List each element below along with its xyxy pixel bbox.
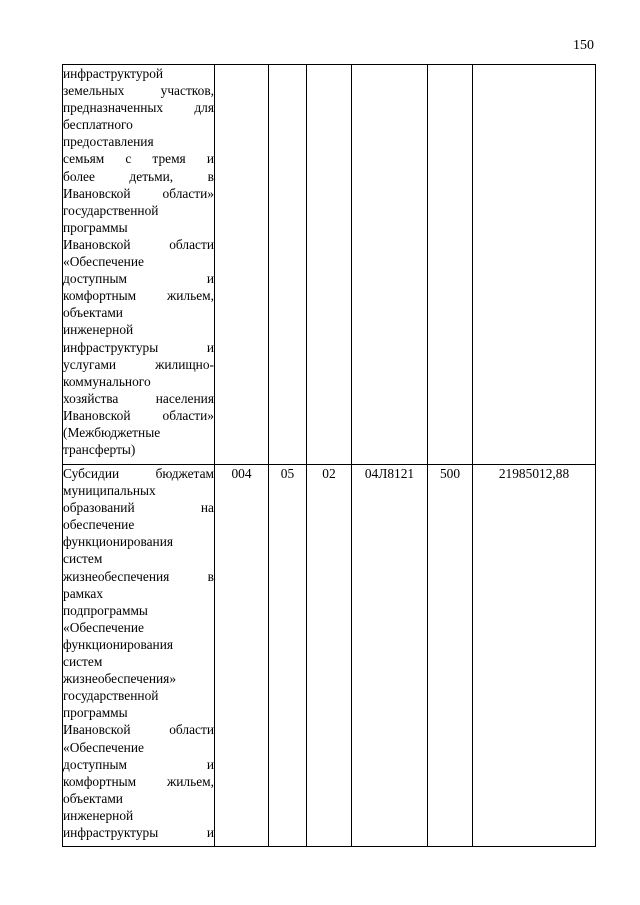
description-line: программы xyxy=(63,705,128,721)
description-line: функционирования xyxy=(63,636,174,652)
description-line: комфортным жильем, xyxy=(63,773,214,789)
description-line: жизнеобеспечения» xyxy=(63,671,177,687)
amount-cell: 21985012,88 xyxy=(473,465,596,847)
description-line: более детьми, в xyxy=(63,168,214,184)
description-line: предназначенных для xyxy=(63,100,214,116)
description-line: объектами xyxy=(63,305,123,321)
target-article-cell xyxy=(352,65,428,465)
description-line: инфраструктуры и xyxy=(63,339,214,355)
description-line: инженерной xyxy=(63,807,134,823)
row-description-cell xyxy=(63,465,215,847)
table-row xyxy=(63,465,596,847)
description-line: «Обеспечение xyxy=(63,739,144,755)
description-line: муниципальных xyxy=(63,483,156,499)
section-code-cell xyxy=(269,65,307,465)
description-line: систем xyxy=(63,551,103,567)
description-line: рамках xyxy=(63,585,104,601)
description-line: «Обеспечение xyxy=(63,619,144,635)
subsection-code-cell: 02 xyxy=(307,465,352,847)
description-line: объектами xyxy=(63,790,123,806)
row-description-cell xyxy=(63,65,215,465)
description-line: жизнеобеспечения в xyxy=(63,568,214,584)
description-line: земельных участков, xyxy=(63,83,214,99)
description-line: трансферты) xyxy=(63,442,136,458)
description-line: бесплатного xyxy=(63,117,133,133)
amount-cell xyxy=(473,65,596,465)
description-line: Ивановской области» xyxy=(63,185,214,201)
description-line: доступным и xyxy=(63,271,214,287)
description-line: (Межбюджетные xyxy=(63,424,161,440)
description-line: Субсидии бюджетам xyxy=(63,466,214,481)
section-code-cell: 05 xyxy=(269,465,307,847)
description-line: инфраструктурой xyxy=(63,66,164,81)
ministry-code-cell: 004 xyxy=(215,465,269,847)
description-line: систем xyxy=(63,654,103,670)
description-line: хозяйства населения xyxy=(63,390,214,406)
target-article-cell: 04Л8121 xyxy=(352,465,428,847)
description-line: образований на xyxy=(63,500,214,516)
description-line: услугами жилищно- xyxy=(63,356,214,372)
description-line: Ивановской области xyxy=(63,236,214,252)
budget-table xyxy=(62,64,596,847)
description-line: подпрограммы xyxy=(63,602,148,618)
description-line: инженерной xyxy=(63,322,134,338)
expense-type-cell xyxy=(428,65,473,465)
description-line: предоставления xyxy=(63,134,154,150)
description-line: обеспечение xyxy=(63,517,135,533)
description-line: Ивановской области» xyxy=(63,407,214,423)
description-line: комфортным жильем, xyxy=(63,288,214,304)
subsection-code-cell xyxy=(307,65,352,465)
description-line: «Обеспечение xyxy=(63,254,144,270)
description-line: семьям с тремя и xyxy=(63,151,214,167)
table-row xyxy=(63,65,596,465)
description-line: доступным и xyxy=(63,756,214,772)
expense-type-cell: 500 xyxy=(428,465,473,847)
description-line: Ивановской области xyxy=(63,722,214,738)
description-line: коммунального xyxy=(63,373,151,389)
description-line: функционирования xyxy=(63,534,174,550)
description-line: программы xyxy=(63,219,128,235)
ministry-code-cell xyxy=(215,65,269,465)
description-line: инфраструктуры и xyxy=(63,824,214,840)
description-line: государственной xyxy=(63,202,159,218)
description-line: государственной xyxy=(63,688,159,704)
page-number: 150 xyxy=(573,38,594,53)
